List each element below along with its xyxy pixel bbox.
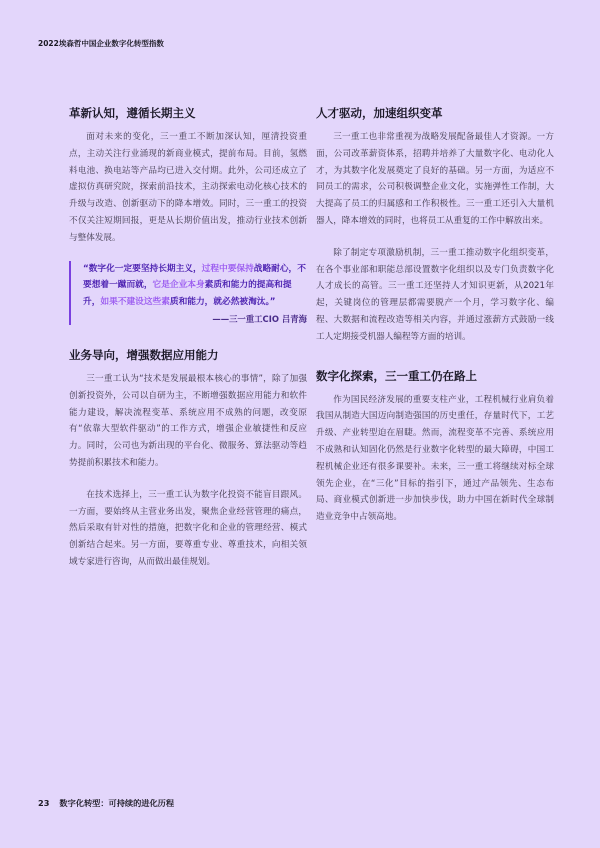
page-number: 23: [38, 798, 50, 808]
paragraph: 三一重工也非常重视为战略发展配备最佳人才资源。一方面，公司改革薪资体系，招聘并培养了大量数字化、电动化人才，为其数字化发展奠定了良好的基础。另一方面，为适应不同员工的需求，公司积极调整企业文化，实施弹性工作制，大大提高了员工的归属感和工作积极性。三一重工还引入大量机器人，降本增效的同时，也将员工从重复的工作中解放出来。: [316, 132, 554, 226]
paragraph: 面对未来的变化，三一重工不断加深认知，厘清投资重点，主动关注行业涌现的新商业模式，提前布局。目前，氢燃料电池、换电站等产品均已进入交付期。此外，公司还成立了虚拟仿真研究院，探索前沿技术，主动探索电动化核心技术的升级与改造、创新驱动下的降本增效。同时，三一重工的投资不仅关注短期回报，更是从长期价值出发，推动行业技术创新与整体发展。: [69, 132, 307, 243]
left-column: [69, 105, 307, 571]
section-title-long-term: 革新认知，遵循长期主义: [69, 106, 196, 120]
paragraph: 除了制定专项激励机制，三一重工推动数字化组织变革，在各个事业部和职能总部设置数字化组织以及专门负责数字化人才成长的高管。三一重工还坚持人才知识更新，从2021年起，关键岗位的管理层都需要脱产一个月，学习数字化、编程、大数据和流程改造等相关内容，并通过涨薪方式鼓励一线工人定期接受机器人编程等方面的培训。: [316, 247, 554, 342]
paragraph: 在技术选择上，三一重工认为数字化投资不能盲目跟风。一方面，要始终从主营业务出发，聚焦企业经营管理的痛点，然后采取有针对性的措施，把数字化和企业的管理经营、模式创新结合起来。另一方面，要尊重专业、尊重技术，向相关领域专家进行咨询，从而做出最佳规划。: [69, 489, 307, 567]
section-title-data-capability: 业务导向，增强数据应用能力: [69, 347, 219, 362]
right-column: [316, 105, 554, 526]
section-title-exploration: 数字化探索，三一重工仍在路上: [316, 368, 477, 383]
section-title-talent: 人才驱动，加速组织变革: [316, 106, 443, 120]
quote-text: “数字化一定要坚持长期主义，过程中要保持战略耐心，不要想着一蹴而就，它是企业本身素质和能力的提高和提升，如果不建设这些素质和能力，就必然被淘汰。”: [83, 263, 306, 308]
pull-quote: [69, 261, 307, 325]
page-footer: [38, 798, 174, 809]
running-header: 2022埃森哲中国企业数字化转型指数: [38, 39, 164, 48]
footer-title: 数字化转型：可持续的进化历程: [59, 798, 175, 808]
quote-author: ——三一重工CIO 吕青海: [212, 313, 307, 324]
paragraph: 作为国民经济发展的重要支柱产业，工程机械行业肩负着我国从制造大国迈向制造强国的历史重任，存量时代下，工艺升级、产业转型迫在眉睫。然而，流程变革不完善、系统应用不成熟和认知固化仍然是行业数字化转型的最大障碍，中国工程机械企业还有很多课要补。未来，三一重工将继续对标全球领先企业，在“三化”目标的指引下，通过产品领先、生态布局、商业模式创新进一步加快步伐，助力中国在新时代全球制造业竞争中占领高地。: [316, 394, 554, 523]
paragraph: 三一重工认为“技术是发展最根本核心的事情”，除了加强创新投资外，公司以自研为主，不断增强数据应用能力和软件能力建设，解决流程变革、系统应用不成熟的问题，改变原有“依靠大型软件驱动”的工作方式，增强企业敏捷性和反应力。同时，公司也为新出现的平台化、微服务、算法驱动等趋势提前积累技术和能力。: [69, 373, 307, 468]
